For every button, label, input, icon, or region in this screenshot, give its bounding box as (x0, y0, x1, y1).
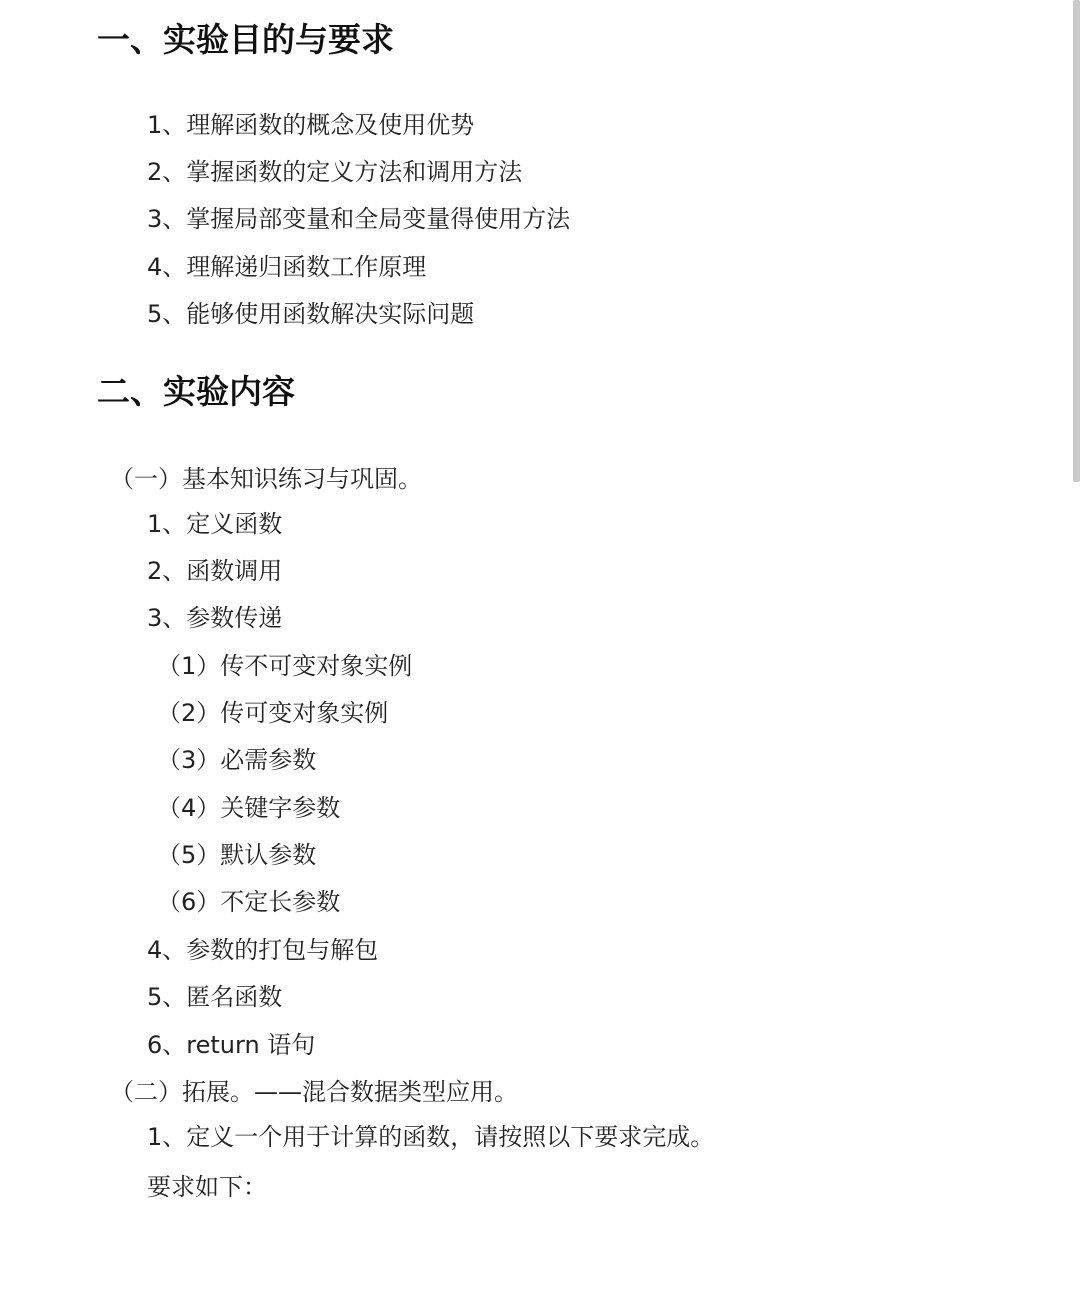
content-item-6: 6、return 语句 (147, 1031, 316, 1059)
objective-item-5: 5、能够使用函数解决实际问题 (147, 300, 475, 328)
extension-item-1: 1、定义一个用于计算的函数，请按照以下要求完成。 (147, 1123, 715, 1151)
scrollbar-thumb[interactable] (1073, 0, 1080, 482)
content-subitem-2: （2）传可变对象实例 (157, 699, 389, 727)
content-item-2: 2、函数调用 (147, 557, 283, 585)
section-heading-objectives: 一、实验目的与要求 (97, 20, 394, 59)
content-item-4: 4、参数的打包与解包 (147, 936, 379, 964)
requirements-label: 要求如下： (147, 1173, 267, 1201)
vertical-scrollbar[interactable] (1073, 0, 1080, 1295)
content-subitem-5: （5）默认参数 (157, 841, 317, 869)
content-item-3: 3、参数传递 (147, 604, 283, 632)
content-subitem-6: （6）不定长参数 (157, 888, 341, 916)
part-heading-basics: （一）基本知识练习与巩固。 (110, 465, 422, 493)
objective-item-3: 3、掌握局部变量和全局变量得使用方法 (147, 205, 571, 233)
objective-item-2: 2、掌握函数的定义方法和调用方法 (147, 158, 523, 186)
content-subitem-1: （1）传不可变对象实例 (157, 652, 413, 680)
content-subitem-3: （3）必需参数 (157, 746, 317, 774)
content-item-5: 5、匿名函数 (147, 983, 283, 1011)
part-heading-extension: （二）拓展。——混合数据类型应用。 (110, 1078, 518, 1106)
objective-item-4: 4、理解递归函数工作原理 (147, 253, 427, 281)
section-heading-content: 二、实验内容 (97, 372, 295, 411)
content-subitem-4: （4）关键字参数 (157, 794, 341, 822)
content-item-1: 1、定义函数 (147, 510, 283, 538)
objective-item-1: 1、理解函数的概念及使用优势 (147, 111, 475, 139)
